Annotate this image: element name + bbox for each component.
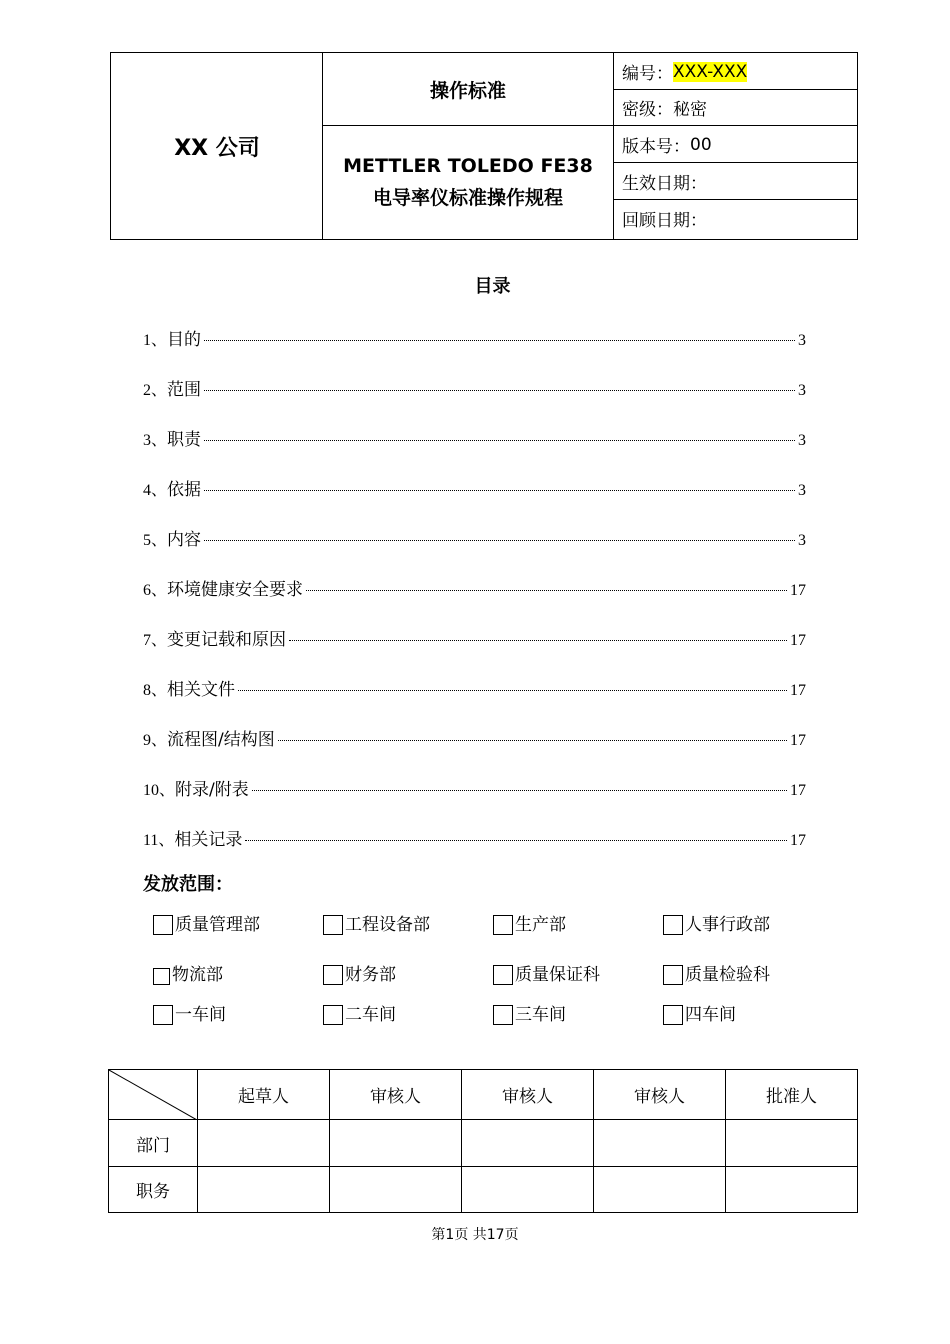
document-title: METTLER TOLEDO FE38 电导率仪标准操作规程 bbox=[343, 155, 593, 209]
checkbox-icon[interactable] bbox=[663, 915, 683, 935]
dept-label: 二车间 bbox=[345, 1005, 396, 1025]
dept-label: 人事行政部 bbox=[685, 915, 770, 935]
toc-entry-label: 流程图/结构图 bbox=[167, 730, 275, 750]
toc-entry-label: 内容 bbox=[167, 530, 202, 550]
toc-entry-number: 3、 bbox=[143, 432, 168, 449]
toc-title: 目录 bbox=[474, 276, 511, 297]
toc-entry-page: 17 bbox=[790, 632, 806, 649]
meta-doc-number bbox=[614, 53, 859, 90]
diagonal-line bbox=[109, 1070, 197, 1120]
checkbox-icon[interactable] bbox=[323, 915, 343, 935]
signoff-table bbox=[108, 1069, 858, 1213]
dept-checkbox[interactable] bbox=[663, 960, 770, 985]
meta-label: 编号： bbox=[622, 64, 673, 84]
meta-label: 版本号： bbox=[622, 137, 690, 157]
checkbox-icon[interactable] bbox=[323, 1005, 343, 1025]
row-header: 职务 bbox=[109, 1167, 198, 1213]
toc-entry-label: 职责 bbox=[167, 430, 202, 450]
meta-label: 生效日期： bbox=[622, 174, 707, 194]
dept-label: 三车间 bbox=[515, 1005, 566, 1025]
column-header: 起草人 bbox=[198, 1070, 330, 1120]
toc-entry-page: 17 bbox=[790, 682, 806, 699]
checkbox-icon[interactable] bbox=[663, 965, 683, 985]
dept-label: 四车间 bbox=[685, 1005, 736, 1025]
checkbox-icon[interactable] bbox=[153, 1005, 173, 1025]
toc-entry[interactable] bbox=[143, 575, 806, 599]
checkbox-icon[interactable] bbox=[153, 968, 170, 985]
dept-checkbox[interactable] bbox=[493, 910, 566, 935]
meta-review-date bbox=[614, 200, 859, 237]
toc-entry-label: 环境健康安全要求 bbox=[167, 580, 304, 600]
signoff-cell[interactable] bbox=[462, 1167, 594, 1213]
column-header: 审核人 bbox=[330, 1070, 462, 1120]
toc-entry-label: 依据 bbox=[167, 480, 202, 500]
checkbox-icon[interactable] bbox=[323, 965, 343, 985]
distribution-label: 发放范围： bbox=[143, 874, 233, 895]
toc-entry[interactable] bbox=[143, 725, 806, 749]
toc-entry-number: 7、 bbox=[143, 632, 168, 649]
toc-entry[interactable] bbox=[143, 625, 806, 649]
signoff-cell[interactable] bbox=[198, 1120, 330, 1167]
column-header: 审核人 bbox=[594, 1070, 726, 1120]
meta-value: 秘密 bbox=[673, 100, 707, 120]
toc-leader-dots bbox=[289, 640, 787, 641]
signoff-cell[interactable] bbox=[198, 1167, 330, 1213]
dept-label: 质量检验科 bbox=[685, 965, 770, 985]
dept-label: 一车间 bbox=[175, 1005, 226, 1025]
toc-entry-label: 变更记载和原因 bbox=[167, 630, 287, 650]
dept-label: 质量管理部 bbox=[175, 915, 260, 935]
toc-entry-label: 附录/附表 bbox=[175, 780, 249, 800]
toc-entry-number: 4、 bbox=[143, 482, 168, 499]
dept-label: 物流部 bbox=[172, 965, 223, 985]
column-header: 审核人 bbox=[462, 1070, 594, 1120]
standard-type: 操作标准 bbox=[429, 79, 506, 102]
row-header: 部门 bbox=[109, 1120, 198, 1167]
dept-checkbox[interactable] bbox=[153, 960, 223, 985]
dept-label: 生产部 bbox=[515, 915, 566, 935]
toc-entry-label: 相关记录 bbox=[174, 830, 243, 850]
toc-entry-number: 2、 bbox=[143, 382, 168, 399]
meta-label: 密级： bbox=[622, 100, 673, 120]
checkbox-icon[interactable] bbox=[493, 1005, 513, 1025]
toc-leader-dots bbox=[238, 690, 787, 691]
meta-effective-date bbox=[614, 163, 859, 200]
dept-checkbox[interactable] bbox=[493, 960, 600, 985]
meta-value: 00 bbox=[690, 134, 712, 155]
toc-leader-dots bbox=[245, 840, 787, 841]
toc-entry-page: 3 bbox=[798, 532, 806, 549]
toc-entry[interactable] bbox=[143, 325, 806, 349]
toc-entry-number: 5、 bbox=[143, 532, 168, 549]
toc-entry-number: 9、 bbox=[143, 732, 168, 749]
document-header-table bbox=[110, 52, 858, 240]
signoff-cell[interactable] bbox=[594, 1120, 726, 1167]
meta-version bbox=[614, 126, 859, 163]
dept-label: 财务部 bbox=[345, 965, 396, 985]
column-header: 批准人 bbox=[726, 1070, 858, 1120]
dept-label: 工程设备部 bbox=[345, 915, 430, 935]
toc-entry-number: 6、 bbox=[143, 582, 168, 599]
toc-entry-page: 17 bbox=[790, 832, 806, 849]
toc-entry-label: 范围 bbox=[167, 380, 202, 400]
dept-checkbox[interactable] bbox=[323, 910, 430, 935]
toc-entry[interactable] bbox=[143, 775, 806, 799]
dept-checkbox[interactable] bbox=[153, 1000, 226, 1025]
checkbox-icon[interactable] bbox=[493, 915, 513, 935]
signoff-cell[interactable] bbox=[330, 1120, 462, 1167]
signoff-cell[interactable] bbox=[462, 1120, 594, 1167]
toc-entry[interactable] bbox=[143, 475, 806, 499]
toc-entry[interactable] bbox=[143, 675, 806, 699]
dept-checkbox[interactable] bbox=[323, 1000, 396, 1025]
toc-entry[interactable] bbox=[143, 375, 806, 399]
meta-confidentiality bbox=[614, 89, 859, 126]
checkbox-icon[interactable] bbox=[663, 1005, 683, 1025]
toc-leader-dots bbox=[204, 340, 795, 341]
dept-checkbox[interactable] bbox=[663, 910, 770, 935]
toc-entry-label: 相关文件 bbox=[167, 680, 236, 700]
toc-entry[interactable] bbox=[143, 525, 806, 549]
page-footer: 第1页 共17页 bbox=[431, 1227, 519, 1243]
toc-leader-dots bbox=[306, 590, 787, 591]
signoff-cell[interactable] bbox=[594, 1167, 726, 1213]
toc-leader-dots bbox=[252, 790, 787, 791]
signoff-cell[interactable] bbox=[726, 1120, 858, 1167]
dept-checkbox[interactable] bbox=[153, 910, 260, 935]
toc-leader-dots bbox=[204, 440, 795, 441]
dept-label: 质量保证科 bbox=[515, 965, 600, 985]
toc-entry[interactable] bbox=[143, 425, 806, 449]
signoff-cell[interactable] bbox=[330, 1167, 462, 1213]
toc-entry-number: 8、 bbox=[143, 682, 168, 699]
toc-entry-number: 1、 bbox=[143, 332, 168, 349]
toc-entry[interactable] bbox=[143, 825, 806, 849]
toc-leader-dots bbox=[204, 390, 795, 391]
diagonal-header-cell bbox=[109, 1070, 198, 1120]
toc-entry-page: 3 bbox=[798, 432, 806, 449]
toc-entry-page: 3 bbox=[798, 332, 806, 349]
toc-entry-page: 3 bbox=[798, 382, 806, 399]
meta-value-highlighted: XXX-XXX bbox=[673, 61, 748, 82]
dept-checkbox[interactable] bbox=[493, 1000, 566, 1025]
toc-leader-dots bbox=[204, 490, 795, 491]
meta-label: 回顾日期： bbox=[622, 211, 707, 231]
toc-entry-label: 目的 bbox=[167, 330, 202, 350]
toc-leader-dots bbox=[204, 540, 795, 541]
company-name: XX 公司 bbox=[174, 135, 260, 161]
dept-checkbox[interactable] bbox=[323, 960, 396, 985]
toc-entry-page: 17 bbox=[790, 582, 806, 599]
toc-entry-page: 17 bbox=[790, 782, 806, 799]
dept-checkbox[interactable] bbox=[663, 1000, 736, 1025]
checkbox-icon[interactable] bbox=[153, 915, 173, 935]
toc-entry-number: 11、 bbox=[143, 832, 175, 849]
toc-leader-dots bbox=[278, 740, 787, 741]
checkbox-icon[interactable] bbox=[493, 965, 513, 985]
toc-entry-number: 10、 bbox=[143, 782, 176, 799]
toc-entry-page: 17 bbox=[790, 732, 806, 749]
toc-entry-page: 3 bbox=[798, 482, 806, 499]
signoff-cell[interactable] bbox=[726, 1167, 858, 1213]
